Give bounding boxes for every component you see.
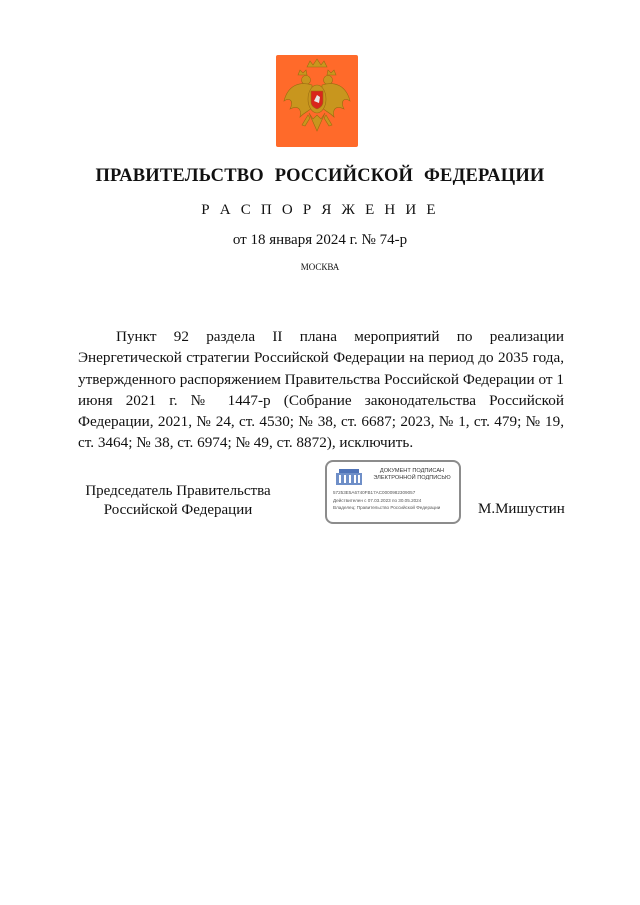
russian-coat-of-arms-icon [276, 55, 358, 147]
signer-title-line2: Российской Федерации [103, 502, 253, 518]
signer-title-line1: Председатель Правительства [85, 483, 271, 499]
signer-name: М.Мишустин [478, 501, 565, 517]
stamp-certificate-number: 57253E5A6740FB17AC0000982309057 [333, 490, 416, 495]
document-date-number: от 18 января 2024 г. № 74-р [232, 232, 408, 248]
stamp-owner: Владелец: Правительство Российской Федерации [333, 505, 441, 510]
stamp-heading [367, 468, 457, 482]
government-building-icon [335, 468, 363, 486]
government-title: ПРАВИТЕЛЬСТВО РОССИЙСКОЙ ФЕДЕРАЦИИ [95, 166, 545, 186]
document-city: МОСКВА [300, 262, 340, 272]
signer-title [78, 482, 278, 520]
stamp-heading-line1: ДОКУМЕНТ ПОДПИСАН [379, 468, 445, 474]
document-type: Р А С П О Р Я Ж Е Н И Е [201, 202, 439, 218]
stamp-heading-line2: ЭЛЕКТРОННОЙ ПОДПИСЬЮ [373, 475, 451, 481]
coat-of-arms-emblem [276, 55, 358, 147]
electronic-signature-stamp [325, 460, 461, 524]
order-paragraph: Пункт 92 раздела II плана мероприятий по реализации Энергетической стратегии Российской Федерации на период до 2035 года, утвержденного распоряжением Правительства Российской Федерации от 1 июня 2021 г. № 1447-р (Собрание законодательства Российской Федерации, 2021, № 24, ст. 4530; № 38, ст. 6687; 2023, № 1, ст. 479; № 19, ст. 3464; № 38, ст. 6974; № 49, ст. 8872), исключить. [78, 328, 564, 452]
stamp-validity: Действителен с 07.03.2023 по 30.05.2024 [333, 498, 422, 503]
